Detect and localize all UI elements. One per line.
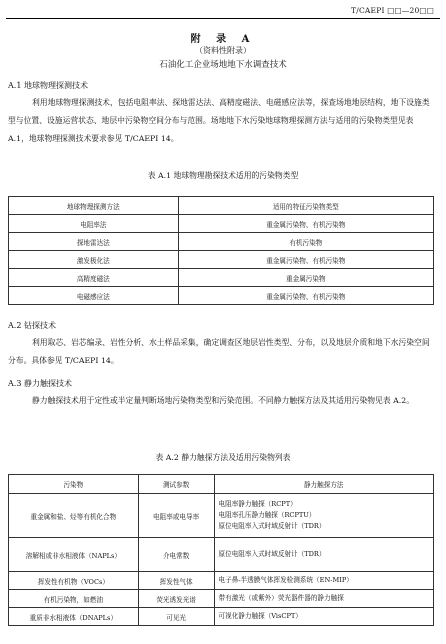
table-header-cell: 适用的特征污染物类型	[178, 197, 433, 215]
parameter-cell: 可见光	[138, 608, 214, 626]
table-row	[9, 494, 434, 538]
pollutant-cell: 溶解相或非水相液体（NAPLs）	[9, 538, 139, 572]
method-line: 电阻率孔压静力触探（RCPTU）	[218, 511, 316, 519]
table-row	[9, 251, 434, 269]
pollutant-type-cell: 重金属污染物	[178, 269, 433, 287]
method-cell: 激发极化法	[9, 251, 179, 269]
section-a3-text: 静力触探技术用于定性或半定量判断场地污染物类型和污染范围。不同静力触探方法及其适用污染物见表 A.2。	[32, 396, 414, 405]
table-header-cell: 污染物	[9, 475, 139, 494]
table-header-cell: 地球物理探测方法	[9, 197, 179, 215]
pollutant-cell: 有机污染物，如燃油	[9, 590, 139, 608]
table-row	[9, 269, 434, 287]
pollutant-cell: 重金属和盐、烃等有机化合物	[9, 494, 139, 538]
appendix-type: （资料性附录）	[195, 46, 251, 55]
method-line: 可视化静力触探（VisCPT）	[218, 612, 302, 620]
table-header-row	[9, 475, 434, 494]
method-cell	[214, 590, 433, 608]
method-cell: 高精度磁法	[9, 269, 179, 287]
table-row	[9, 590, 434, 608]
table-row	[9, 287, 434, 305]
section-a2-heading: A.2 钻探技术	[8, 321, 56, 330]
header-rule	[6, 18, 440, 19]
method-line: 原位电阻率入式时域反射计（TDR）	[218, 522, 326, 530]
table-a2-caption: 表 A.2 静力触探方法及适用污染物列表	[155, 453, 291, 462]
table-row	[9, 215, 434, 233]
table-row	[9, 608, 434, 626]
parameter-cell: 电阻率或电导率	[138, 494, 214, 538]
method-cell: 探地雷达法	[9, 233, 179, 251]
method-line: 电子鼻-半透膜气体挥发检测系统（EN-MIP）	[218, 576, 353, 584]
parameter-cell: 荧光诱发光谱	[138, 590, 214, 608]
method-cell: 电阻率法	[9, 215, 179, 233]
table-row	[9, 572, 434, 590]
parameter-cell: 挥发性气体	[138, 572, 214, 590]
table-row	[9, 233, 434, 251]
parameter-cell: 介电常数	[138, 538, 214, 572]
method-cell: 电磁感应法	[9, 287, 179, 305]
pollutant-cell: 挥发性有机物（VOCs）	[9, 572, 139, 590]
method-line: 电阻率静力触探（RCPT）	[218, 500, 297, 508]
pollutant-type-cell: 有机污染物	[178, 233, 433, 251]
table-a2	[8, 474, 434, 626]
section-a2-text: 利用取芯、岩芯编录、岩性分析、水土样品采集，确定调查区地层岩性类型、分布，以及地层介质和地下水污染空间分布。具体参见 T/CAEPI 14。	[8, 338, 430, 365]
appendix-title: 附 录 A	[190, 34, 256, 45]
section-a1-text: 利用地球物理探测技术，包括电阻率法、探地雷达法、高精度磁法、电磁感应法等，探查场地地层结构，地下设施类型与位置、设施运营状态、地层中污染物空间分布与范围。场地地下水污染地球物理探测方法与适用的污染物类型见表 A.1，地球物理探测技术要求参见 T/CAEPI 14。	[8, 98, 430, 143]
section-a1-heading: A.1 地球物理探测技术	[8, 81, 88, 90]
method-cell	[214, 538, 433, 572]
pollutant-type-cell: 重金属污染物、有机污染物	[178, 251, 433, 269]
pollutant-type-cell: 重金属污染物、有机污染物	[178, 287, 433, 305]
section-a3-heading: A.3 静力触探技术	[8, 379, 72, 388]
method-cell	[214, 608, 433, 626]
pollutant-type-cell: 重金属污染物、有机污染物	[178, 215, 433, 233]
standard-code: T/CAEPI □□—20□□	[351, 6, 434, 15]
table-header-cell: 测试参数	[138, 475, 214, 494]
appendix-name: 石油化工企业场地地下水调查技术	[159, 60, 287, 70]
table-a1-caption: 表 A.1 地球物理勘探技术适用的污染物类型	[147, 171, 299, 180]
table-a1	[8, 196, 434, 305]
table-header-cell: 静力触探方法	[214, 475, 433, 494]
pollutant-cell: 重质非水相液体（DNAPLs）	[9, 608, 139, 626]
method-line: 带有激光（或紫外）荧光器件器的静力触探	[218, 594, 344, 602]
method-cell	[214, 572, 433, 590]
table-header-row	[9, 197, 434, 215]
method-cell	[214, 494, 433, 538]
table-row	[9, 538, 434, 572]
method-line: 原位电阻率入式时域反射计（TDR）	[218, 550, 326, 558]
